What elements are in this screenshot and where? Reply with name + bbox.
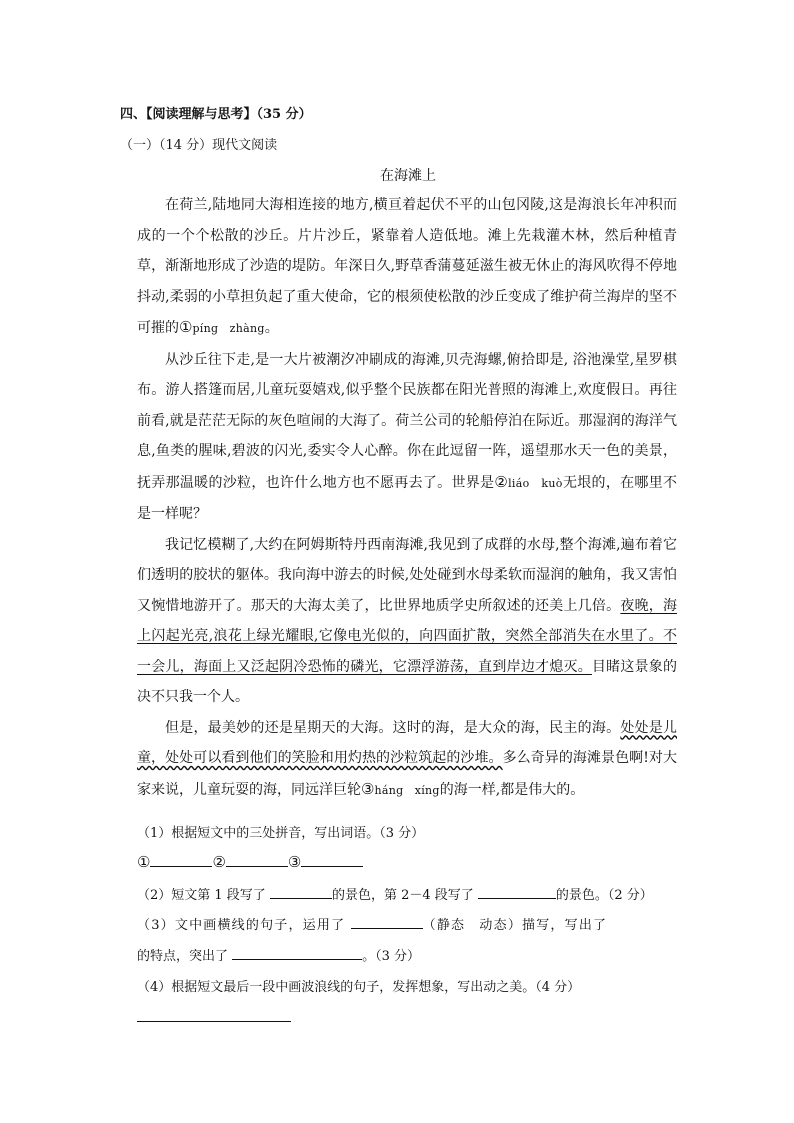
question-4: （4）根据短文最后一段中画波浪线的句子，发挥想象，写出动之美。（4 分） bbox=[137, 980, 581, 995]
pinyin-3: háng xíng bbox=[374, 783, 440, 797]
question-3-blank-2[interactable] bbox=[232, 945, 362, 960]
question-1-answers bbox=[137, 852, 363, 871]
paragraph-3-text: 我记忆模糊了,大约在阿姆斯特丹西南海滩,我见到了成群的水母,整个海滩,遍布着它们透明的胶状的躯体。我向海中游去的时候,处处碰到水母柔软而湿润的触角，我又害怕又惋惜地游开了。那天的大海太美了，比世界地质学史所叙述的还美上几倍。 bbox=[137, 536, 677, 614]
question-2-text-b: 的景色，第 2－4 段写了 bbox=[331, 888, 474, 903]
question-3-text-d: 。（3 分） bbox=[362, 949, 421, 964]
pinyin-marker-3: ③ bbox=[361, 779, 375, 798]
question-4-answer-line[interactable] bbox=[137, 1021, 291, 1022]
paragraph-4-end: 的海一样,都是伟大的。 bbox=[439, 781, 585, 798]
answer-marker-3: ③ bbox=[287, 853, 302, 871]
answer-marker-1: ① bbox=[137, 853, 151, 871]
question-3-text-c: 的特点，突出了 bbox=[137, 949, 229, 964]
pinyin-2: liáo kuò bbox=[508, 476, 563, 490]
paragraph-3-end: 目睹这景象的决不只我一个人。 bbox=[137, 658, 678, 705]
article-body bbox=[137, 190, 677, 806]
paragraph-3 bbox=[137, 530, 677, 713]
question-3-text-b: （静态 动态）描写，写出了 bbox=[422, 918, 608, 933]
question-3-text-a: （3）文中画横线的句子，运用了 bbox=[137, 918, 346, 933]
question-3-blank-1[interactable] bbox=[351, 914, 423, 929]
question-3-continued bbox=[137, 945, 420, 964]
subsection-heading: （一）（14 分）现代文阅读 bbox=[120, 138, 278, 153]
wavy-underlined-sentence: 处处是儿童，处处可以看到他们的笑脸和用灼热的沙粒筑起的沙堆。 bbox=[137, 719, 677, 766]
question-2-text-a: （2）短文第 1 段写了 bbox=[137, 888, 266, 903]
answer-marker-2: ② bbox=[212, 853, 226, 871]
question-2-blank-1[interactable] bbox=[270, 884, 332, 899]
pinyin-marker-1: ① bbox=[179, 318, 193, 336]
paragraph-2-text: 从沙丘往下走,是一大片被潮汐冲刷成的海滩,贝壳海螺,俯拾即是, 浴池澡堂,星罗棋布。游人搭篷而居,儿童玩耍嬉戏,似乎整个民族都在阳光普照的海滩上,欢度假日。再往前看,就是茫茫无际的灰色喧闹的大海了。荷兰公司的轮船停泊在际近。那湿润的海洋气息,鱼类的腥味,碧波的闪光,委实令人心醉。你在此逗留一阵，遥望那水天一色的美景，抚弄那温暖的沙粒，也许什么地方也不愿再去了。世界是 bbox=[137, 351, 677, 491]
paragraph-1 bbox=[137, 190, 677, 345]
question-3 bbox=[137, 914, 607, 933]
paragraph-4 bbox=[137, 713, 677, 807]
paragraph-4-text: 但是，最美妙的还是星期天的大海。这时的海，是大众的海，民主的海。 bbox=[165, 719, 621, 736]
paragraph-1-text: 在荷兰,陆地同大海相连接的地方,横亘着起伏不平的山包冈陵,这是海浪长年冲积而成的一个个松散的沙丘。片片沙丘，紧靠着人造低地。滩上先栽灌木林，然后种植青草，渐渐地形成了沙造的堤防。年深日久,野草香蒲蔓延滋生被无休止的海风吹得不停地抖动,柔弱的小草担负起了重大使命，它的根须使松散的沙丘变成了维护荷兰海岸的坚不可摧的 bbox=[137, 197, 677, 336]
question-2-text-c: 的景色。（2 分） bbox=[555, 888, 653, 903]
underlined-sentence: 夜晚，海上闪起光亮,浪花上绿光耀眼,它像电光似的，向四面扩散，突然全部消失在水里了。不一会儿，海面上又泛起阴冷恐怖的磷光，它漂浮游荡，直到岸边才熄灭。 bbox=[137, 597, 678, 675]
article-title: 在海滩上 bbox=[380, 168, 436, 184]
pinyin-marker-2: ② bbox=[494, 472, 509, 491]
paragraph-1-end: 。 bbox=[264, 320, 279, 336]
answer-blank-3[interactable] bbox=[301, 852, 363, 867]
pinyin-1: píng zhàng bbox=[192, 322, 265, 335]
question-2 bbox=[137, 884, 653, 903]
section-heading: 四、【阅读理解与思考】（35 分） bbox=[120, 107, 312, 122]
paragraph-2 bbox=[137, 345, 677, 530]
question-1: （1）根据短文中的三处拼音，写出词语。（3 分） bbox=[137, 826, 425, 841]
paragraph-4-text-b: 多么奇异的海滩景色啊!对大家来说，儿童玩耍的海，同远洋巨轮 bbox=[137, 750, 677, 798]
answer-blank-2[interactable] bbox=[226, 852, 288, 867]
paragraph-2-end: 无垠的，在哪里不是一样呢？ bbox=[137, 474, 677, 522]
answer-blank-1[interactable] bbox=[150, 852, 212, 867]
question-2-blank-2[interactable] bbox=[478, 884, 556, 899]
